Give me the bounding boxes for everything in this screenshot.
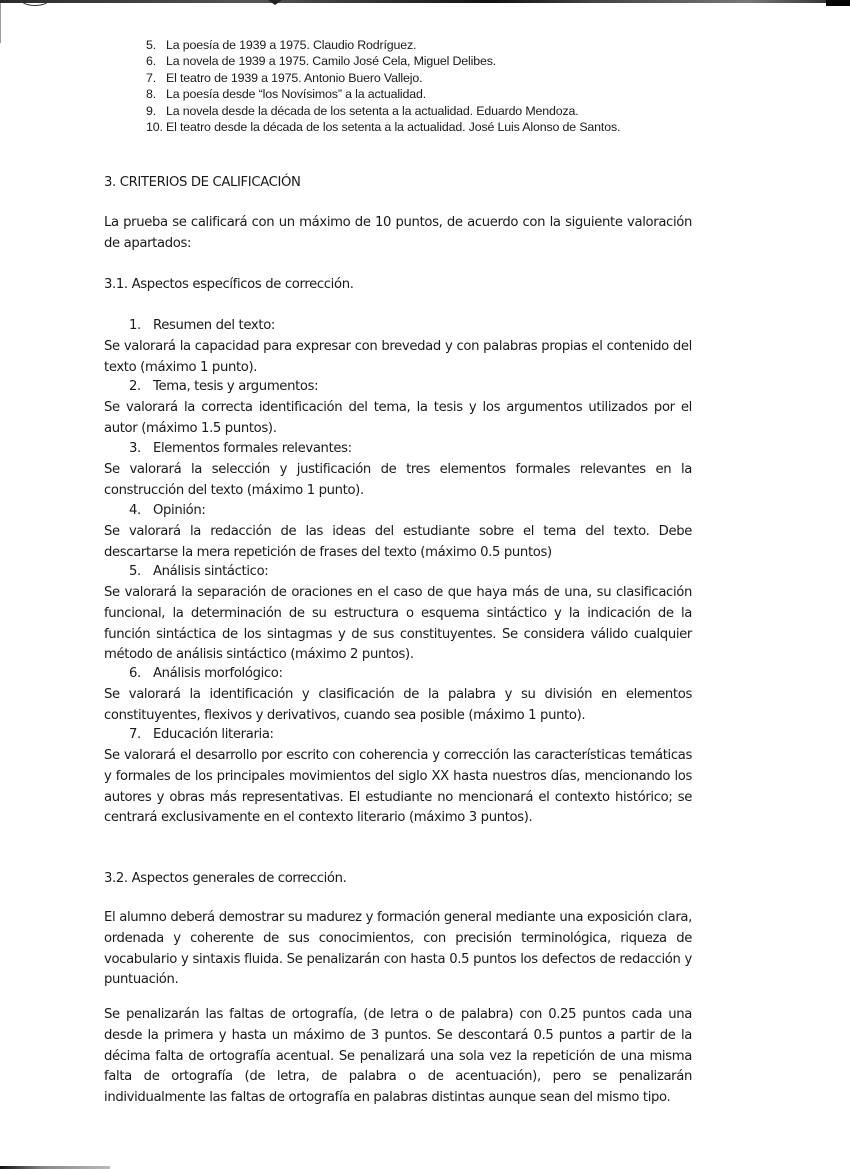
topic-item (146, 86, 620, 102)
topic-item (146, 103, 620, 119)
criterion-title-text: Elementos formales relevantes: (153, 441, 352, 456)
topic-item (146, 70, 620, 86)
scan-edge-top (0, 0, 850, 3)
criterion-number: 7. (129, 727, 141, 742)
criterion-title (129, 664, 283, 685)
topic-item (146, 119, 620, 135)
criterion-description: Se valorará la correcta identificación del tema, la tesis y los argumentos utilizados por el autor (máximo 1.5 puntos). (104, 400, 692, 436)
topic-item (146, 53, 620, 69)
criterion-title-text: Análisis sintáctico: (153, 564, 269, 579)
topic-text: El teatro de 1939 a 1975. Antonio Buero Vallejo. (166, 70, 423, 85)
criterion-title (129, 316, 275, 337)
criterion-number: 6. (129, 666, 141, 681)
topic-text: La novela de 1939 a 1975. Camilo José Cela, Miguel Delibes. (166, 54, 497, 69)
topic-number: 8. (146, 87, 157, 102)
topic-text: La poesía de 1939 a 1975. Claudio Rodríguez. (166, 38, 417, 52)
criterion-description: Se valorará la selección y justificación de tres elementos formales relevantes en la construcción del texto (máximo 1 punto). (104, 462, 692, 498)
criterion-title (129, 377, 318, 398)
criterion-number: 5. (129, 564, 141, 579)
criterion-title-text: Tema, tesis y argumentos: (153, 379, 319, 394)
criterion-title-text: Opinión: (153, 503, 206, 518)
topic-text: El teatro desde la década de los setenta a la actualidad. José Luis Alonso de Santos. (166, 120, 621, 135)
criterion-title (129, 562, 268, 583)
scan-corner-shadow (826, 0, 850, 6)
criterion-title (129, 439, 352, 460)
topic-text: La poesía desde “los Novísimos” a la actualidad. (166, 87, 427, 102)
criterion-title (129, 501, 206, 522)
intro-paragraph: La prueba se calificará con un máximo de 10 puntos, de acuerdo con la siguiente valoración de apartados: (104, 215, 692, 251)
criterion-number: 1. (129, 318, 141, 333)
topic-number: 7. (146, 70, 157, 85)
criterion-title (129, 725, 274, 746)
criterion-title-text: Análisis morfológico: (153, 666, 283, 681)
topic-number: 10. (146, 120, 163, 135)
scan-notch-mark (268, 0, 282, 5)
scan-curl-mark (20, 0, 50, 6)
topic-item (146, 37, 620, 53)
general-paragraph: El alumno deberá demostrar su madurez y formación general mediante una exposición clara, ordenada y coherente de sus conocimientos, con precisión terminológica, riqueza de vocabulario y sintaxis fluida. Se penalizarán con hasta 0.5 puntos los defectos de redacción y puntuación. (104, 910, 692, 988)
criterion-description: Se valorará el desarrollo por escrito con coherencia y corrección las características temáticas y formales de los principales movimientos del siglo XX hasta nuestros días, mencionando los autores y obras más representativas. El estudiante no mencionará el contexto histórico; se centrará exclusivamente en el contexto literario (máximo 3 puntos). (104, 748, 692, 826)
criterion-number: 4. (129, 503, 141, 518)
topic-text: La novela desde la década de los setenta a la actualidad. Eduardo Mendoza. (166, 103, 579, 118)
topic-number: 6. (146, 54, 157, 69)
criterion-number: 2. (129, 379, 141, 394)
topic-number: 5. (146, 38, 157, 52)
subsection-heading-general: 3.2. Aspectos generales de corrección. (104, 871, 347, 886)
criterion-description: Se valorará la separación de oraciones en el caso de que haya más de una, su clasificación funcional, la determinación de su estructura o esquema sintáctico y la indicación de la función sintáctica de los sintagmas y de sus constituyentes. Se considera válido cualquier método de análisis sintáctico (máximo 2 puntos). (104, 585, 692, 663)
subsection-heading-specific: 3.1. Aspectos específicos de corrección. (104, 277, 354, 292)
criterion-number: 3. (129, 441, 141, 456)
criterion-description: Se valorará la identificación y clasificación de la palabra y su división en elementos constituyentes, flexivos y derivativos, cuando sea posible (máximo 1 punto). (104, 687, 692, 723)
criterion-title-text: Educación literaria: (153, 727, 274, 742)
scan-edge-left (0, 3, 1, 43)
criterion-description: Se valorará la capacidad para expresar con brevedad y con palabras propias el contenido del texto (máximo 1 punto). (104, 339, 692, 375)
spelling-paragraph: Se penalizarán las faltas de ortografía, (de letra o de palabra) con 0.25 puntos cada una desde la primera y hasta un máximo de 3 puntos. Se descontará 0.5 puntos a partir de la décima falta de ortografía acentual. Se penalizará una sola vez la repetición de una misma falta de ortografía (de letra, de palabra o de acentuación), pero se penalizarán individualmente las faltas de ortografía en palabras distintas aunque sean del mismo tipo. (104, 1007, 692, 1106)
section-heading: 3. CRITERIOS DE CALIFICACIÓN (104, 175, 301, 190)
topic-number: 9. (146, 103, 157, 118)
criterion-description: Se valorará la redacción de las ideas del estudiante sobre el tema del texto. Debe descartarse la mera repetición de frases del texto (máximo 0.5 puntos) (104, 524, 692, 560)
criterion-title-text: Resumen del texto: (153, 318, 276, 333)
topics-list (146, 37, 620, 135)
